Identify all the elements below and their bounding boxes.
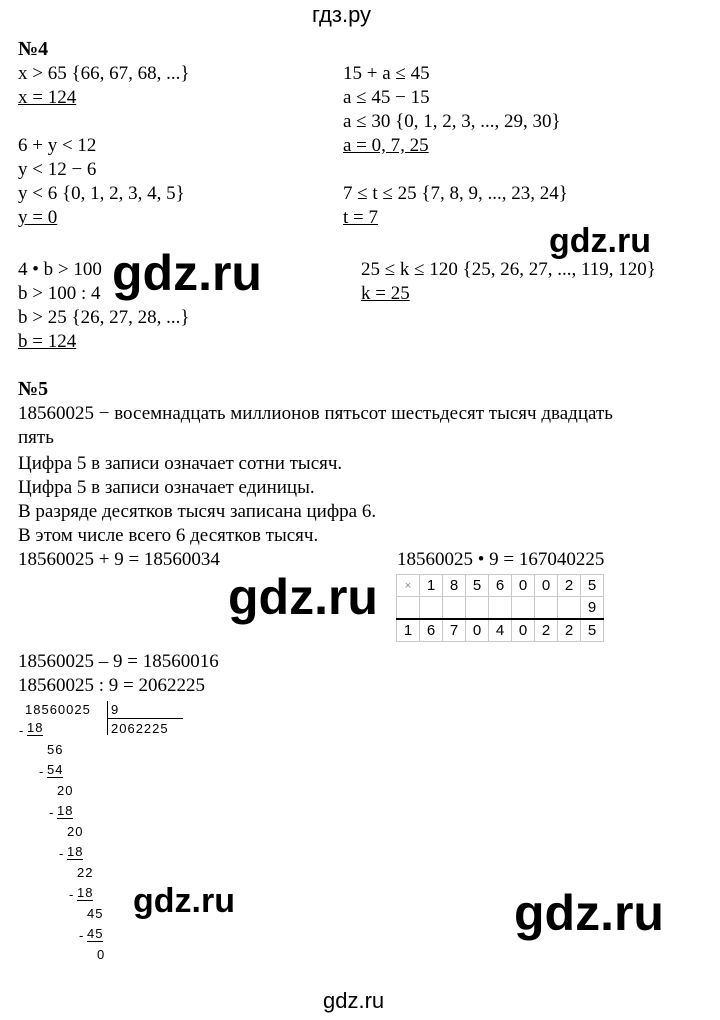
t4-right-answer: t = 7: [343, 207, 378, 228]
t5-paragraph: Цифра 5 в записи означает сотни тысяч.: [18, 453, 343, 474]
t4-right-answer: k = 25: [361, 283, 410, 304]
grid-cell: 6: [489, 575, 512, 597]
t4-right-answer: a = 0, 7, 25: [343, 135, 429, 156]
division-step: 18: [57, 803, 74, 818]
quotient: 2062225: [111, 721, 169, 736]
t5-addition: 18560025 + 9 = 18560034: [18, 549, 220, 570]
t4-right-line: a ≤ 30 {0, 1, 2, 3, ..., 29, 30}: [343, 111, 561, 132]
t4-left-line: 4 • b > 100: [18, 259, 102, 280]
division-step: 20: [57, 783, 74, 798]
watermark: gdz.ru: [514, 885, 664, 941]
t4-left-answer: y = 0: [18, 207, 58, 228]
division-step: 18: [77, 885, 94, 900]
grid-cell: 2: [558, 575, 581, 597]
division-step: 18: [67, 844, 84, 859]
t4-right-line: 25 ≤ k ≤ 120 {25, 26, 27, ..., 119, 120}: [361, 259, 656, 280]
grid-cell: 2: [535, 619, 558, 642]
grid-cell: [489, 597, 512, 620]
grid-cell: 0: [512, 619, 535, 642]
t4-right-line: 7 ≤ t ≤ 25 {7, 8, 9, ..., 23, 24}: [343, 183, 568, 204]
t4-right-line: a ≤ 45 − 15: [343, 87, 430, 108]
t4-right-line: 15 + a ≤ 45: [343, 63, 430, 84]
t4-left-line: b > 25 {26, 27, 28, ...}: [18, 307, 190, 328]
grid-cell: 1: [397, 619, 420, 642]
t5-paragraph: пять: [18, 427, 54, 448]
division-step: 0: [97, 947, 106, 962]
footer-watermark: gdz.ru: [323, 988, 385, 1013]
t4-left-answer: x = 124: [18, 87, 77, 108]
t5-subtraction: 18560025 – 9 = 18560016: [18, 651, 219, 672]
t4-left-line: b > 100 : 4: [18, 283, 101, 304]
division-step: 20: [67, 824, 84, 839]
t5-multiplication: 18560025 • 9 = 167040225: [397, 549, 605, 570]
t4-left-line: 6 + y < 12: [18, 135, 97, 156]
grid-cell: 1: [420, 575, 443, 597]
grid-cell: [397, 597, 420, 620]
grid-cell: 8: [443, 575, 466, 597]
division-step: 45: [87, 926, 104, 941]
grid-cell: [558, 597, 581, 620]
watermark: gdz.ru: [228, 569, 378, 625]
grid-cell: 5: [581, 575, 604, 597]
grid-cell: 4: [489, 619, 512, 642]
grid-cell: [443, 597, 466, 620]
dividend: 18560025: [25, 702, 91, 717]
t4-left-answer: b = 124: [18, 331, 77, 352]
watermark: gdz.ru: [112, 245, 262, 301]
watermark: gdz.ru: [133, 882, 235, 920]
grid-cell: [397, 575, 420, 597]
watermark: gdz.ru: [549, 222, 651, 260]
minus-sign: -: [39, 764, 45, 779]
division-step: 54: [47, 762, 64, 777]
t5-paragraph: В этом числе всего 6 десятков тысяч.: [18, 525, 319, 546]
t5-paragraph: В разряде десятков тысяч записана цифра 6.: [18, 501, 377, 522]
site-header: гдз.ру: [312, 2, 372, 27]
grid-cell: [512, 597, 535, 620]
multiplication-grid: [396, 574, 604, 642]
task4-title: №4: [18, 38, 49, 60]
division-step: 18: [27, 720, 44, 735]
grid-cell: [466, 597, 489, 620]
times-sign: ×: [404, 579, 412, 592]
grid-cell: 5: [581, 619, 604, 642]
division-step: 56: [47, 742, 64, 757]
grid-cell: 0: [535, 575, 558, 597]
t4-left-line: x > 65 {66, 67, 68, ...}: [18, 63, 190, 84]
minus-sign: -: [59, 846, 65, 861]
grid-cell: [535, 597, 558, 620]
task5-title: №5: [18, 378, 49, 400]
t5-division: 18560025 : 9 = 2062225: [18, 675, 205, 696]
minus-sign: -: [19, 723, 25, 738]
minus-sign: -: [49, 805, 55, 820]
grid-cell: 5: [466, 575, 489, 597]
quotient-line: [107, 718, 183, 719]
t4-left-line: y < 12 − 6: [18, 159, 97, 180]
t5-paragraph: 18560025 − восемнадцать миллионов пятьсот шестьдесят тысяч двадцать: [18, 403, 613, 424]
grid-cell: 9: [581, 597, 604, 620]
minus-sign: -: [69, 887, 75, 902]
grid-cell: 0: [512, 575, 535, 597]
minus-sign: -: [79, 928, 85, 943]
grid-cell: [420, 597, 443, 620]
divisor: 9: [111, 702, 120, 717]
grid-cell: 2: [558, 619, 581, 642]
t5-paragraph: Цифра 5 в записи означает единицы.: [18, 477, 315, 498]
division-step: 22: [77, 865, 94, 880]
t4-left-line: y < 6 {0, 1, 2, 3, 4, 5}: [18, 183, 185, 204]
grid-cell: 6: [420, 619, 443, 642]
grid-cell: 0: [466, 619, 489, 642]
grid-cell: 7: [443, 619, 466, 642]
division-step: 45: [87, 906, 104, 921]
